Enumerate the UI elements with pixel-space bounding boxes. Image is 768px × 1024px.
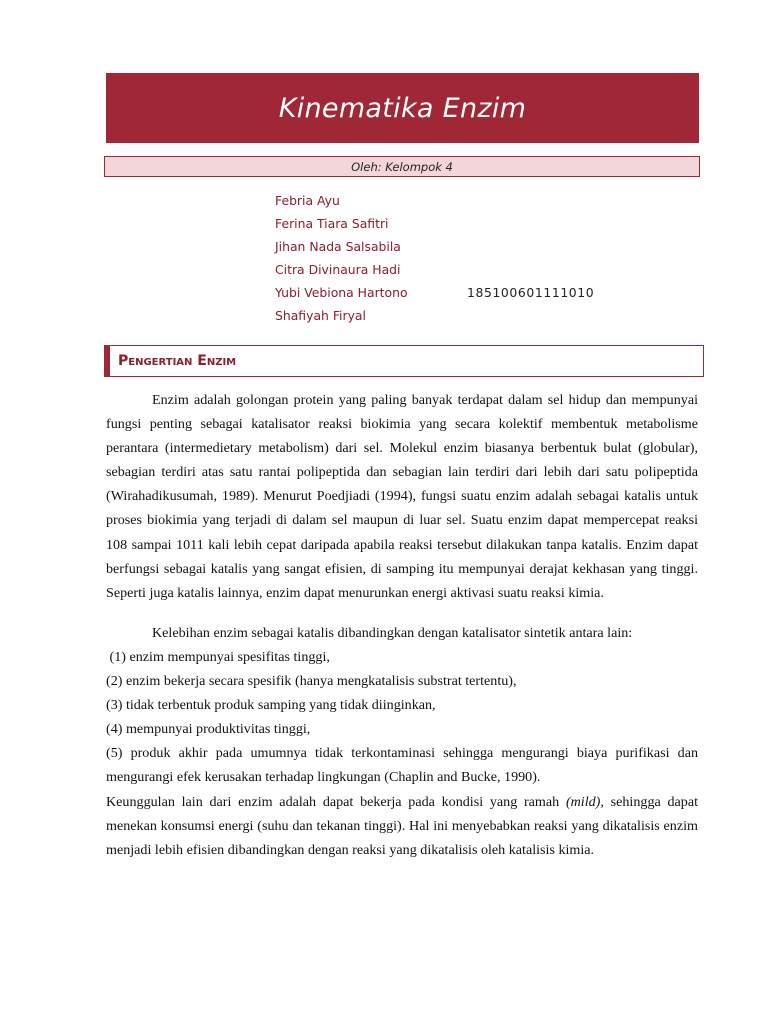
member-list bbox=[275, 189, 595, 327]
title-banner bbox=[106, 73, 699, 143]
member-name: Febria Ayu bbox=[275, 193, 340, 208]
member-item bbox=[275, 235, 408, 258]
paragraph-3-text-b: sehingga dapat menekan konsumsi energi (suhu dan tekanan tinggi). Hal ini menyebabkan reaksi yang dikatalisis enzim menjadi lebih efisien dibandingkan dengan reaksi yang dikatalisis oleh katalisis kimia. bbox=[106, 793, 698, 858]
paragraph-3 bbox=[106, 790, 698, 862]
author-group-label: Oleh: Kelompok 4 bbox=[351, 159, 453, 174]
list-item: (2) enzim bekerja secara spesifik (hanya mengkatalisis substrat tertentu), bbox=[106, 673, 517, 690]
paragraph-3-text-a: Keunggulan lain dari enzim adalah dapat bekerja pada kondisi yang ramah bbox=[106, 793, 566, 810]
list-item: (4) mempunyai produktivitas tinggi, bbox=[106, 721, 311, 738]
author-group-bar bbox=[104, 156, 700, 177]
section-heading-box bbox=[104, 345, 704, 377]
member-name: Yubi Vebiona Hartono bbox=[275, 285, 408, 300]
member-nim: 185100601111010 bbox=[467, 285, 595, 300]
member-name: Shafiyah Firyal bbox=[275, 308, 366, 323]
list-item: (5) produk akhir pada umumnya tidak terkontaminasi sehingga mengurangi biaya purifikasi dan mengurangi efek kerusakan terhadap lingkungan (Chaplin and Bucke, 1990). bbox=[106, 745, 698, 786]
paragraph-1: Enzim adalah golongan protein yang paling banyak terdapat dalam sel hidup dan mempunyai fungsi penting sebagai katalisator reaksi biokimia yang secara kolektif membentuk metabolisme perantara (intermedietary metabolism) dari sel. Molekul enzim biasanya berbentuk bulat (globular), sebagian terdiri atas satu rantai polipeptida dan sebagian lain terdiri dari lebih dari satu polipeptida (Wirahadikusumah, 1989). Menurut Poedjiadi (1994), fungsi suatu enzim adalah sebagai katalis untuk proses biokimia yang terjadi di dalam sel maupun di luar sel. Suatu enzim dapat mempercepat reaksi 108 sampai 1011 kali lebih cepat daripada apabila reaksi tersebut dilakukan tanpa katalis. Enzim dapat berfungsi sebagai katalis yang sangat efisien, di samping itu mempunyai derajat kekhasan yang tinggi. Seperti juga katalis lainnya, enzim dapat menurunkan energi aktivasi suatu reaksi kimia. bbox=[106, 392, 698, 601]
paragraph-3-italic: (mild), bbox=[565, 793, 604, 810]
member-name: Jihan Nada Salsabila bbox=[275, 239, 401, 254]
list-item: (3) tidak terbentuk produk samping yang tidak diinginkan, bbox=[106, 697, 436, 714]
member-item bbox=[275, 189, 408, 212]
member-item bbox=[275, 212, 408, 235]
paragraph-2-intro: Kelebihan enzim sebagai katalis dibandingkan dengan katalisator sintetik antara lain: bbox=[152, 624, 633, 641]
document-title: Kinematika Enzim bbox=[278, 92, 527, 124]
list-item: (1) enzim mempunyai spesifitas tinggi, bbox=[106, 648, 330, 665]
member-item bbox=[275, 258, 408, 281]
section-heading: Pengertian Enzim bbox=[118, 353, 237, 369]
member-item bbox=[275, 281, 595, 304]
body-content bbox=[106, 388, 698, 862]
member-item bbox=[275, 304, 408, 327]
member-name: Ferina Tiara Safitri bbox=[275, 216, 389, 231]
member-name: Citra Divinaura Hadi bbox=[275, 262, 401, 277]
